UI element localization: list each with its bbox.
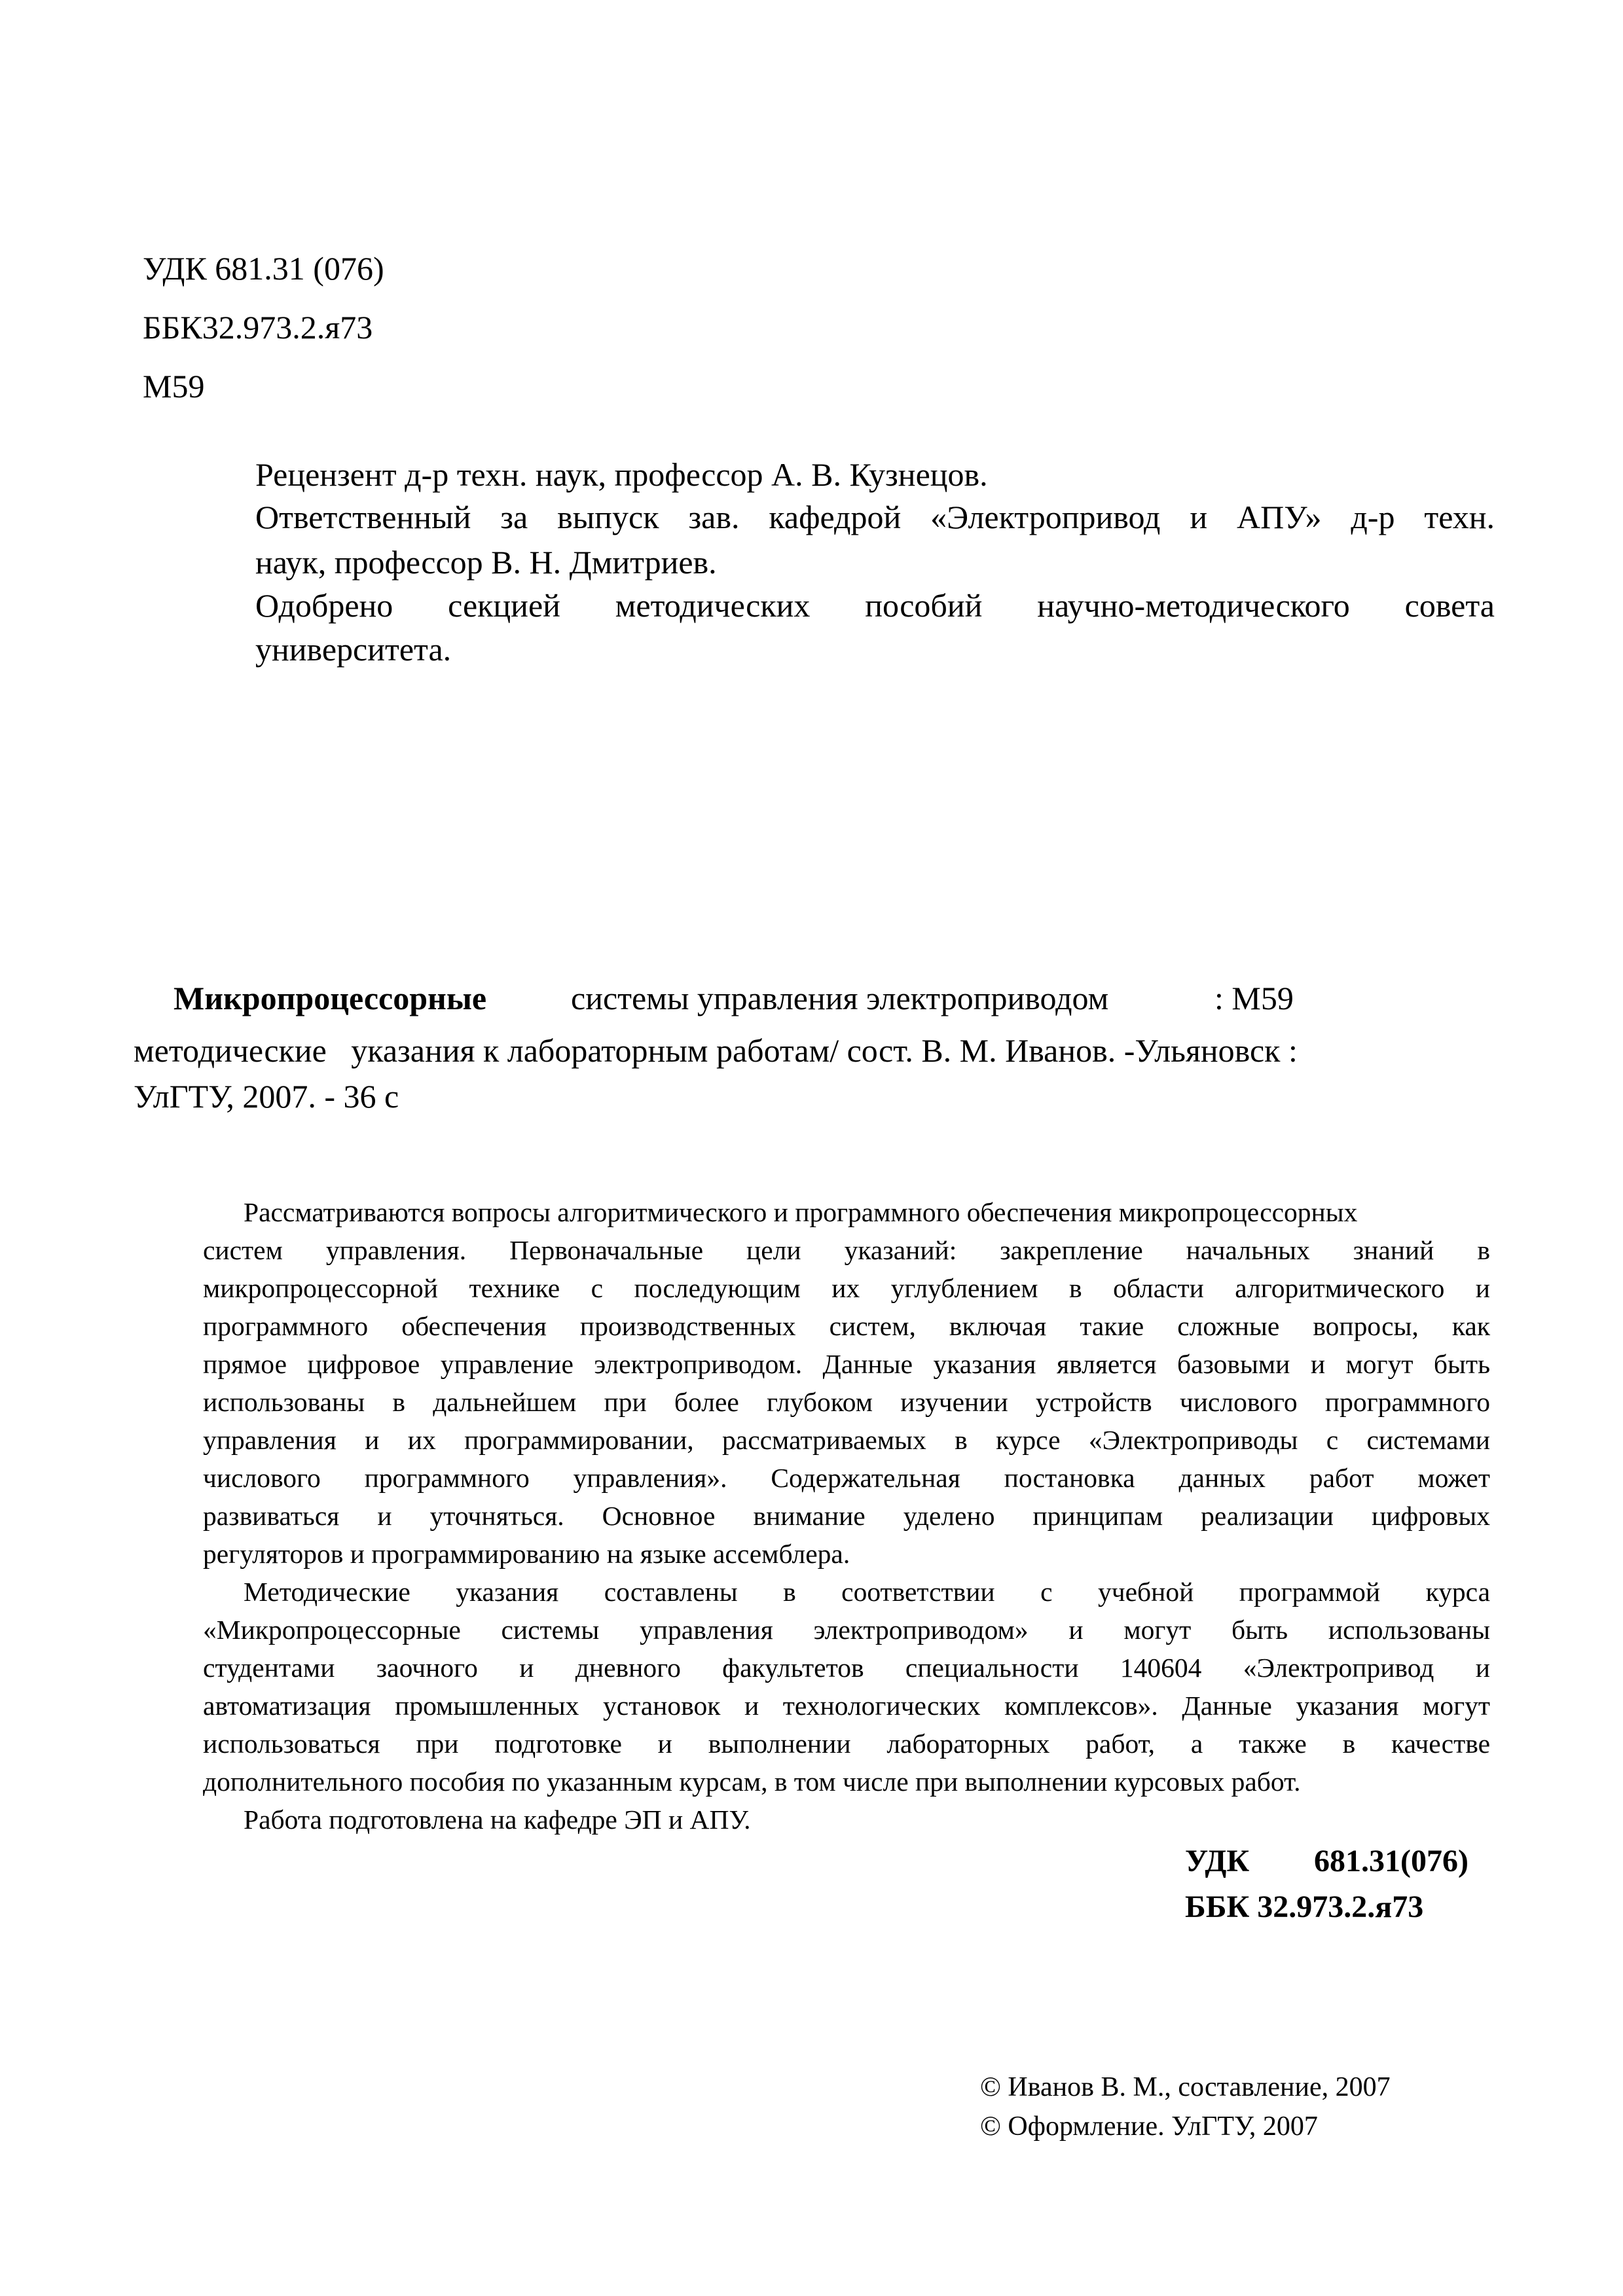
responsible-line-2: наук, профессор В. Н. Дмитриев.	[255, 544, 717, 581]
annotation-line: управления и их программировании, рассматриваемых в курсе «Электроприводы с системами	[203, 1425, 1490, 1455]
copyright-line-2: © Оформление. УлГТУ, 2007	[980, 2111, 1318, 2142]
annotation-line: прямое цифровое управление электроприводом. Данные указания является базовыми и могут быть	[203, 1349, 1490, 1379]
copyright-line-1: © Иванов В. М., составление, 2007	[980, 2072, 1391, 2102]
index-bbk: ББК 32.973.2.я73	[1185, 1890, 1424, 1924]
index-udk-value: 681.31(076)	[1314, 1844, 1468, 1878]
bib-line-2: методические указания к лабораторным работам/ сост. В. М. Иванов. -Ульяновск :	[134, 1032, 1298, 1069]
approved-line-1: Одобрено секцией методических пособий научно-методического совета	[255, 587, 1495, 624]
annotation-line: студентами заочного и дневного факультетов специальности 140604 «Электропривод и	[203, 1653, 1490, 1683]
bbk-code: ББК32.973.2.я73	[143, 309, 373, 346]
udk-code: УДК 681.31 (076)	[143, 250, 384, 287]
annotation-line: автоматизация промышленных установок и технологических комплексов». Данные указания могут	[203, 1691, 1490, 1721]
annotation-line: использоваться при подготовке и выполнении лабораторных работ, а также в качестве	[203, 1729, 1490, 1759]
bib-title-bold-text: Микропроцессорные	[173, 980, 487, 1016]
reviewer-line: Рецензент д-р техн. наук, профессор А. В. Кузнецов.	[255, 456, 988, 493]
responsible-line-1: Ответственный за выпуск зав. кафедрой «Электропривод и АПУ» д-р техн.	[255, 499, 1495, 535]
bib-title-rest: системы управления электроприводом	[571, 980, 1109, 1016]
index-udk-label: УДК	[1185, 1844, 1250, 1878]
author-mark: М59	[143, 368, 205, 404]
bib-title-bold	[173, 982, 486, 1014]
annotation-line: использованы в дальнейшем при более глубоком изучении устройств числового программного	[203, 1387, 1490, 1417]
annotation-line: «Микропроцессорные системы управления электроприводом» и могут быть использованы	[203, 1615, 1490, 1645]
annotation-line: систем управления. Первоначальные цели указаний: закрепление начальных знаний в	[203, 1235, 1490, 1265]
annotation-line: программного обеспечения производственных систем, включая такие сложные вопросы, как	[203, 1311, 1490, 1341]
annotation-line: регуляторов и программированию на языке ассемблера.	[203, 1539, 850, 1569]
annotation-line: дополнительного пособия по указанным курсам, в том числе при выполнении курсовых работ.	[203, 1767, 1301, 1797]
annotation-line: развиваться и уточняться. Основное внимание уделено принципам реализации цифровых	[203, 1501, 1490, 1531]
annotation-line: Рассматриваются вопросы алгоритмического и программного обеспечения микропроцессорных	[244, 1197, 1358, 1227]
bib-colon-mark: : М59	[1214, 980, 1294, 1016]
annotation-line: Методические указания составлены в соответствии с учебной программой курса	[244, 1577, 1490, 1607]
annotation-line: микропроцессорной технике с последующим их углублением в области алгоритмического и	[203, 1273, 1490, 1303]
annotation-line: Работа подготовлена на кафедре ЭП и АПУ.	[244, 1804, 751, 1835]
approved-line-2: университета.	[255, 631, 452, 668]
bib-line-3: УлГТУ, 2007. - 36 с	[134, 1078, 399, 1115]
annotation-line: числового программного управления». Содержательная постановка данных работ может	[203, 1463, 1490, 1493]
